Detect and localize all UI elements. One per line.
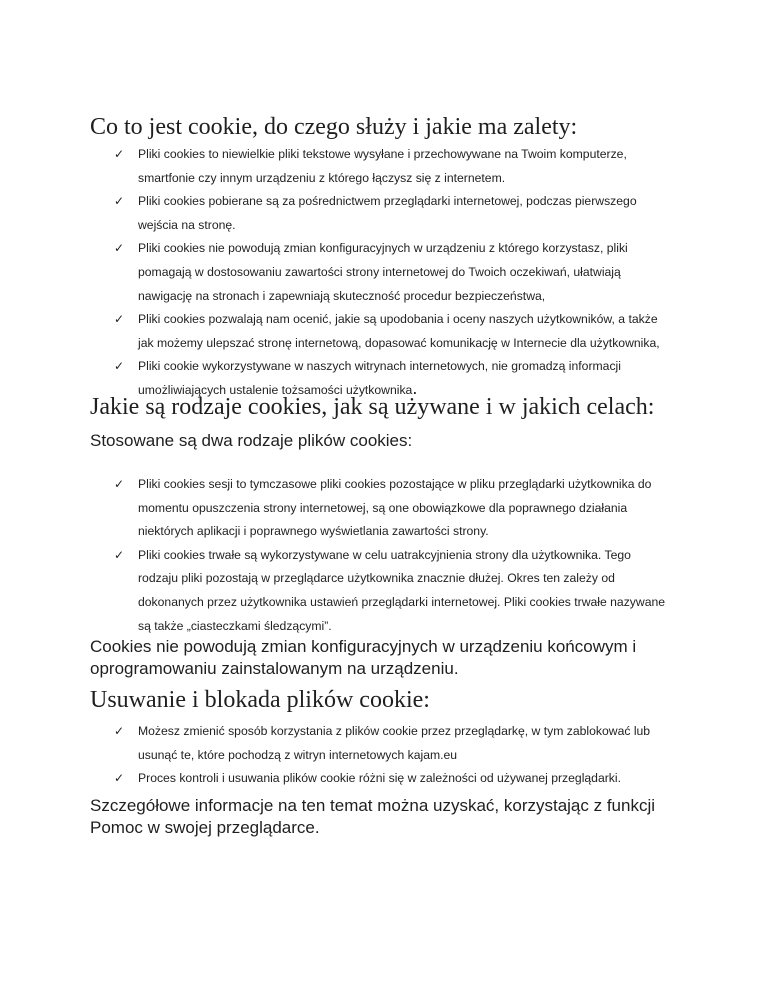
list-item-text: Pliki cookies to niewielkie pliki tekstowe wysyłane i przechowywane na Twoim komputerze, smartfonie czy innym urządzeniu z którego łączysz się z internetem. [138, 147, 627, 185]
checkmark-icon: ✓ [114, 477, 125, 491]
checkmark-icon: ✓ [114, 312, 125, 327]
list-item [0, 308, 668, 355]
cookie-types-intro: Stosowane są dwa rodzaje plików cookies: [90, 431, 413, 450]
list-item [0, 237, 668, 308]
section-heading-cookie-removal: Usuwanie i blokada plików cookie: [90, 687, 430, 713]
list-item [0, 143, 668, 190]
list-item-text: Proces kontroli i usuwania plików cookie różni się w zależności od używanej przeglądarki. [138, 771, 621, 786]
cookie-facts-list [0, 143, 668, 403]
checkmark-icon: ✓ [114, 724, 125, 738]
checkmark-icon: ✓ [114, 147, 125, 161]
cookie-types-note: Cookies nie powodują zmian konfiguracyjnych w urządzeniu końcowym i oprogramowaniu zainstalowanym na urządzeniu. [90, 637, 637, 678]
list-item-text: Pliki cookies sesji to tymczasowe pliki cookies pozostające w pliku przeglądarki użytkownika do momentu opuszczenia strony internetowej, są one obowiązkowe dla poprawnego działania niektórych aplikacji i poprawnego wyświetlania zawartości strony. [138, 477, 652, 539]
list-item-text: Pliki cookies trwałe są wykorzystywane w celu uatrakcyjnienia strony dla użytkownika. Tego rodzaju pliki pozostają w przeglądarce użytkownika znacznie dłużej. Okres ten zależy od dokonanych przez użytkownika ustawień przeglądarki internetowej. Pliki cookies trwałe nazywane są także „ciasteczkami śledzącymi”. [138, 547, 666, 633]
checkmark-icon: ✓ [114, 547, 125, 562]
list-item-period: . [412, 377, 418, 398]
cookie-types-list [0, 473, 668, 638]
section-heading-cookie-definition: Co to jest cookie, do czego służy i jakie ma zalety: [90, 114, 578, 140]
list-item-text: Możesz zmienić sposób korzystania z plików cookie przez przeglądarkę, w tym zablokować lub usunąć te, które pochodzą z witryn internetowych kajam.eu [138, 724, 651, 762]
list-item [0, 544, 668, 638]
checkmark-icon: ✓ [114, 771, 125, 786]
list-item-text: Pliki cookie wykorzystywane w naszych witrynach internetowych, nie gromadzą informacji umożliwiających ustalenie tożsamości użytkownika [138, 359, 621, 397]
checkmark-icon: ✓ [114, 359, 125, 374]
browser-help-note: Szczegółowe informacje na ten temat można uzyskać, korzystając z funkcji Pomoc w swojej przeglądarce. [90, 796, 656, 837]
list-item-text: Pliki cookies pobierane są za pośrednictwem przeglądarki internetowej, podczas pierwszego wejścia na stronę. [138, 194, 637, 232]
list-item-text: Pliki cookies pozwalają nam ocenić, jakie są upodobania i oceny naszych użytkowników, a także jak możemy ulepszać stronę internetową, dopasować komunikację w Internecie dla użytkownika, [138, 312, 660, 350]
cookie-removal-list [0, 720, 668, 791]
section-heading-cookie-types: Jakie są rodzaje cookies, jak są używane i w jakich celach: [90, 394, 655, 420]
checkmark-icon: ✓ [114, 194, 125, 209]
list-item [0, 767, 668, 791]
list-item [0, 720, 668, 767]
list-item [0, 190, 668, 237]
checkmark-icon: ✓ [114, 241, 125, 256]
list-item-text: Pliki cookies nie powodują zmian konfiguracyjnych w urządzeniu z którego korzystasz, pliki pomagają w dostosowaniu zawartości strony internetowej do Twoich oczekiwań, ułatwiają nawigację na stronach i zapewniają skuteczność procedur bezpieczeństwa, [138, 241, 628, 303]
list-item [0, 473, 668, 544]
